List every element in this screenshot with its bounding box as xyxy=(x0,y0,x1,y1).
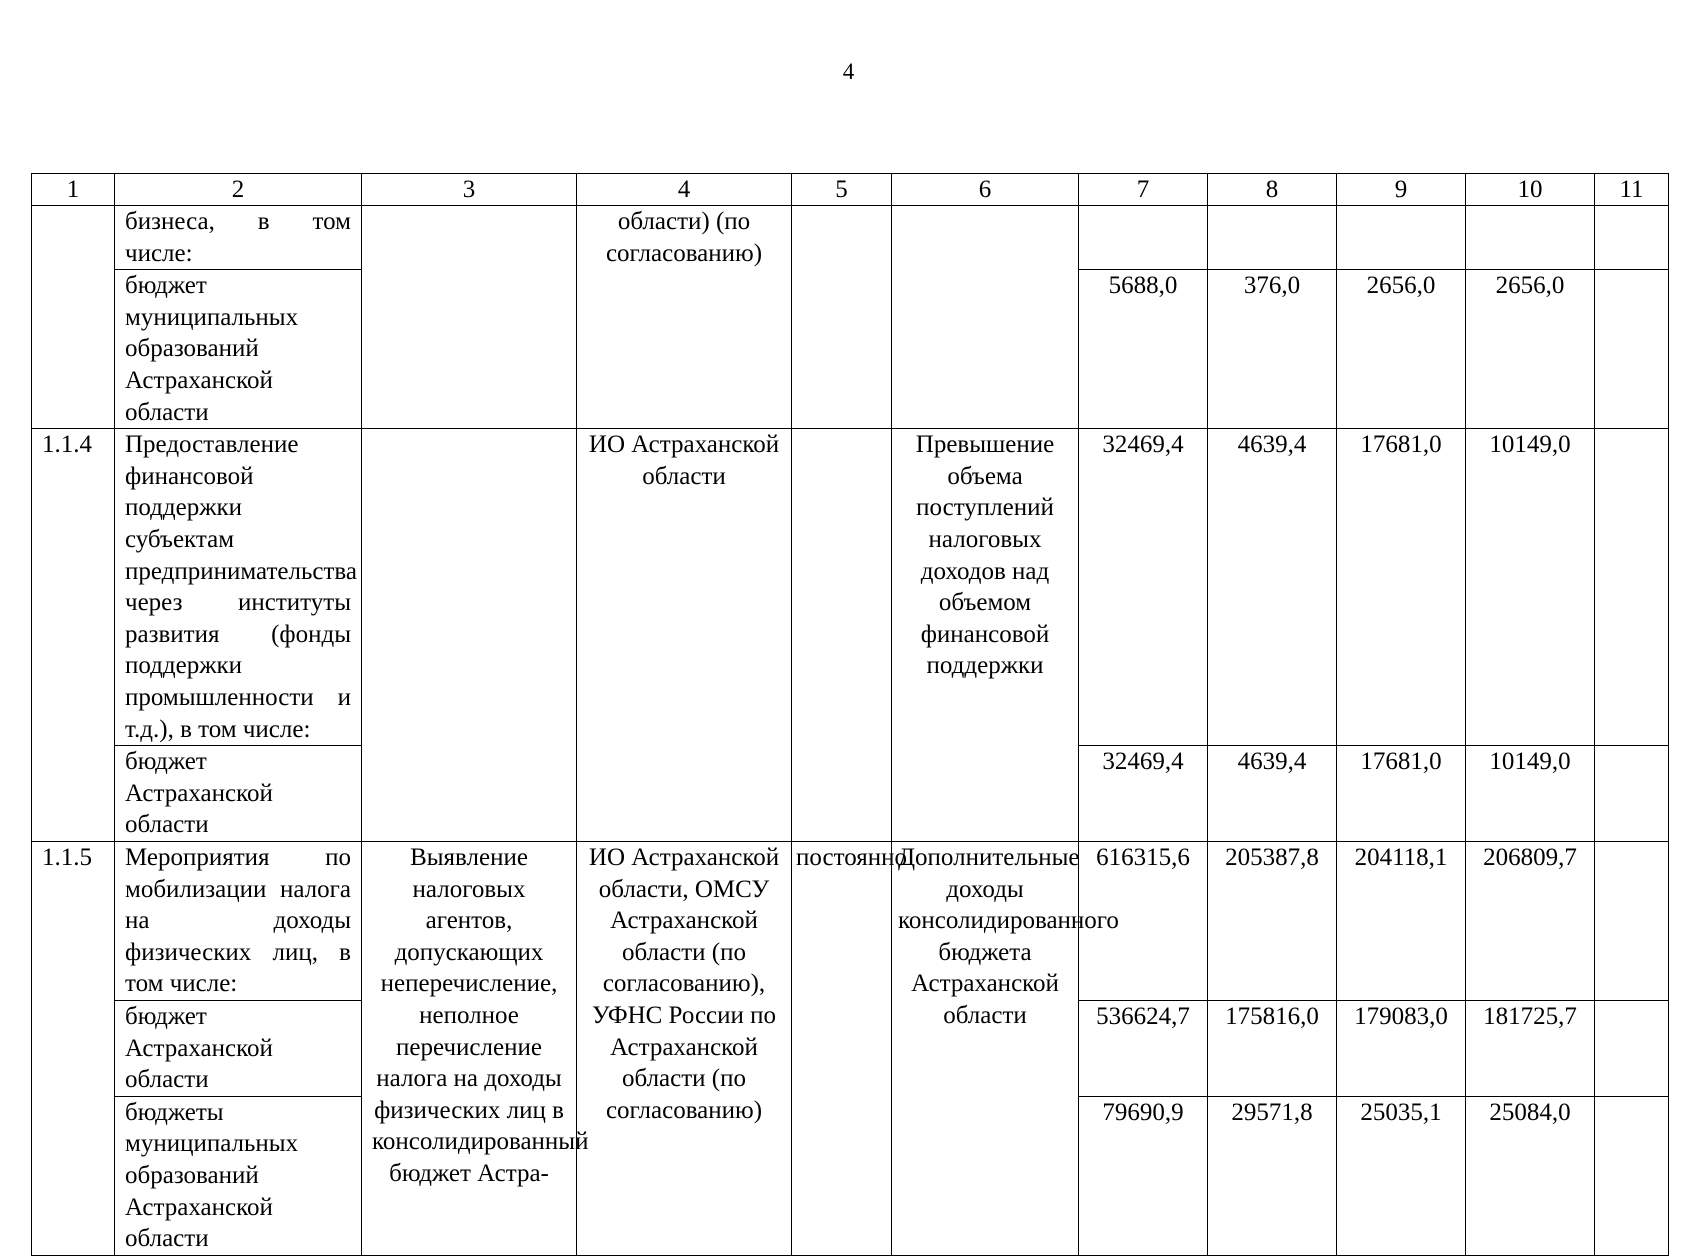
value-cell: 4639,4 xyxy=(1208,746,1337,842)
value-cell: 17681,0 xyxy=(1337,746,1466,842)
value-cell: 29571,8 xyxy=(1208,1096,1337,1255)
value-cell: 25035,1 xyxy=(1337,1096,1466,1255)
col-header: 6 xyxy=(892,174,1079,206)
executor-cell: области) (по согласованию) xyxy=(577,206,792,429)
executor-cell: ИО Астраханской области xyxy=(577,429,792,842)
value-cell: 17681,0 xyxy=(1337,429,1466,746)
value-cell xyxy=(1595,270,1669,429)
measure-name: бизнеса, в том числе: xyxy=(115,206,362,270)
page-number: 4 xyxy=(842,59,855,84)
col-header: 9 xyxy=(1337,174,1466,206)
value-cell: 2656,0 xyxy=(1337,270,1466,429)
value-cell: 376,0 xyxy=(1208,270,1337,429)
code-cell: 1.1.5 xyxy=(32,841,115,1255)
value-cell: 205387,8 xyxy=(1208,841,1337,1000)
value-cell xyxy=(1466,206,1595,270)
value-cell: 616315,6 xyxy=(1079,841,1208,1000)
value-cell: 32469,4 xyxy=(1079,746,1208,842)
col-header: 8 xyxy=(1208,174,1337,206)
value-cell: 179083,0 xyxy=(1337,1000,1466,1096)
code-cell: 1.1.4 xyxy=(32,429,115,842)
budget-source: бюджеты муниципальных образований Астраханской области xyxy=(115,1096,362,1255)
col-header: 2 xyxy=(115,174,362,206)
value-cell: 181725,7 xyxy=(1466,1000,1595,1096)
executor-cell: ИО Астраханской области, ОМСУ Астраханской области (по согласованию), УФНС России по Астраханской области (по согласованию) xyxy=(577,841,792,1255)
table-row xyxy=(32,206,1669,270)
value-cell xyxy=(1595,1096,1669,1255)
value-cell: 10149,0 xyxy=(1466,746,1595,842)
value-cell: 79690,9 xyxy=(1079,1096,1208,1255)
col-header: 1 xyxy=(32,174,115,206)
value-cell xyxy=(1595,429,1669,746)
budget-source: бюджет Астраханской области xyxy=(115,746,362,842)
value-cell xyxy=(1595,746,1669,842)
content-cell: Выявление налоговых агентов, допускающих неперечисление, неполное перечисление налога на доходы физических лиц в консолидированный бюджет Астра- xyxy=(362,841,577,1255)
value-cell: 2656,0 xyxy=(1466,270,1595,429)
value-cell: 10149,0 xyxy=(1466,429,1595,746)
value-cell: 25084,0 xyxy=(1466,1096,1595,1255)
value-cell: 32469,4 xyxy=(1079,429,1208,746)
result-cell: Дополнительные доходы консолидированного бюджета Астраханской области xyxy=(892,841,1079,1255)
value-cell: 4639,4 xyxy=(1208,429,1337,746)
column-numbers-row xyxy=(32,174,1669,206)
code-cell xyxy=(32,206,115,429)
value-cell: 206809,7 xyxy=(1466,841,1595,1000)
col-header: 3 xyxy=(362,174,577,206)
value-cell xyxy=(1337,206,1466,270)
value-cell: 204118,1 xyxy=(1337,841,1466,1000)
value-cell xyxy=(1079,206,1208,270)
col-header: 7 xyxy=(1079,174,1208,206)
content-cell xyxy=(362,429,577,842)
result-cell xyxy=(892,206,1079,429)
col-header: 10 xyxy=(1466,174,1595,206)
term-cell xyxy=(792,429,892,842)
col-header: 11 xyxy=(1595,174,1669,206)
table-row xyxy=(32,841,1669,1000)
measure-name: Мероприятия по мобилизации налога на доходы физических лиц, в том числе: xyxy=(115,841,362,1000)
value-cell xyxy=(1595,1000,1669,1096)
value-cell: 175816,0 xyxy=(1208,1000,1337,1096)
col-header: 4 xyxy=(577,174,792,206)
value-cell xyxy=(1595,206,1669,270)
col-header: 5 xyxy=(792,174,892,206)
content-cell xyxy=(362,206,577,429)
value-cell xyxy=(1208,206,1337,270)
value-cell: 536624,7 xyxy=(1079,1000,1208,1096)
budget-source: бюджет муниципальных образований Астраханской области xyxy=(115,270,362,429)
measure-name: Предоставление финансовой поддержки субъектам предпринимательства через институты развития (фонды поддержки промышленности и т.д.), в том числе: xyxy=(115,429,362,746)
budget-source: бюджет Астраханской области xyxy=(115,1000,362,1096)
measures-table xyxy=(31,173,1669,1256)
table-row xyxy=(32,429,1669,746)
value-cell: 5688,0 xyxy=(1079,270,1208,429)
term-cell: постоянно xyxy=(792,841,892,1255)
term-cell xyxy=(792,206,892,429)
value-cell xyxy=(1595,841,1669,1000)
result-cell: Превышение объема поступлений налоговых доходов над объемом финансовой поддержки xyxy=(892,429,1079,842)
